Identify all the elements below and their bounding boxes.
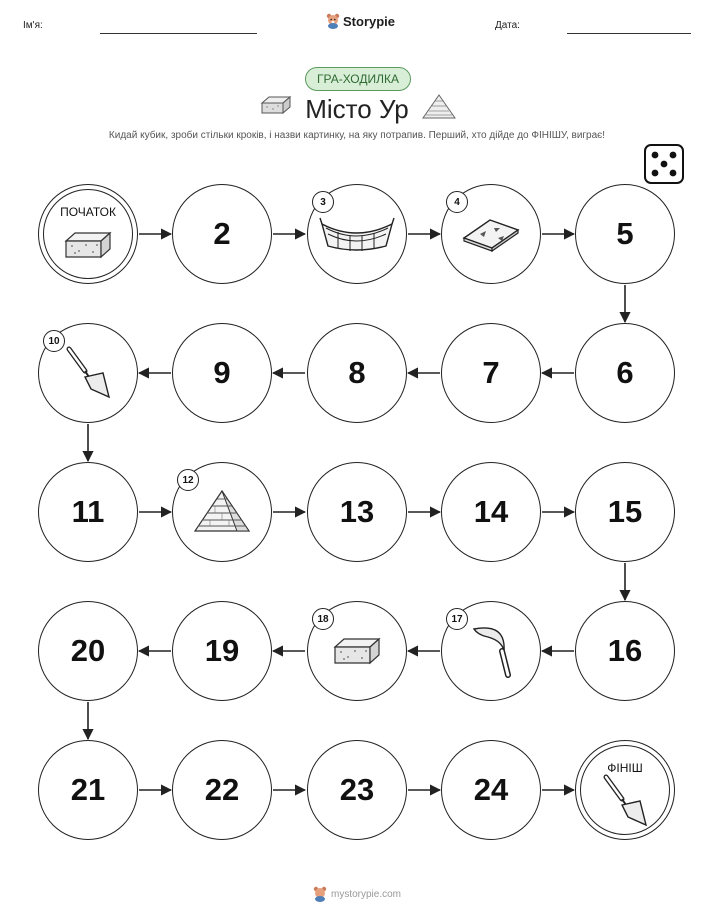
- board-cell-9: [172, 323, 272, 423]
- board-cell-19: [172, 601, 272, 701]
- cell-number: 11: [71, 494, 105, 529]
- board-cell-8: [307, 323, 407, 423]
- cell-number: 2: [213, 216, 231, 251]
- brick-icon: [332, 636, 382, 666]
- page-title: Місто Ур: [305, 94, 409, 124]
- board-cell-3: [307, 184, 407, 284]
- cell-number: 7: [482, 355, 500, 390]
- cell-label: ПОЧАТОК: [60, 205, 116, 219]
- cell-number-badge: 10: [43, 330, 65, 352]
- board-cell-22: [172, 740, 272, 840]
- board-cell-7: [441, 323, 541, 423]
- board-cell-2: [172, 184, 272, 284]
- cell-number: 6: [616, 355, 634, 390]
- trowel-icon: [63, 345, 113, 401]
- cell-number: 23: [339, 772, 375, 807]
- board-cell-11: [38, 462, 138, 562]
- cell-number: 15: [607, 494, 643, 529]
- board-cell-5: [575, 184, 675, 284]
- cell-number: 5: [616, 216, 634, 251]
- board-cell-6: [575, 323, 675, 423]
- board-cell-20: [38, 601, 138, 701]
- cell-number: 13: [339, 494, 375, 529]
- cell-number-badge: 4: [446, 191, 468, 213]
- finish-cell: [575, 740, 675, 840]
- cell-number-badge: 17: [446, 608, 468, 630]
- start-cell: [38, 184, 138, 284]
- board-cell-12: [172, 462, 272, 562]
- board-cell-17: [441, 601, 541, 701]
- name-label: Ім'я:: [23, 20, 43, 31]
- board-cell-18: [307, 601, 407, 701]
- clay-tablet-icon: [460, 216, 522, 252]
- instructions: Кидай кубик, зроби стільки кроків, і назви картинку, на яку потрапив. Перший, хто дійде до ФІНІШУ, виграє!: [108, 130, 606, 141]
- cell-number: 14: [473, 494, 509, 529]
- cell-number: 19: [204, 633, 240, 668]
- cell-number-badge: 3: [312, 191, 334, 213]
- board-cell-16: [575, 601, 675, 701]
- date-label: Дата:: [495, 20, 520, 31]
- cell-number: 21: [70, 772, 106, 807]
- board-cell-15: [575, 462, 675, 562]
- cell-label: ФІНІШ: [607, 761, 643, 775]
- cell-number: 16: [607, 633, 643, 668]
- board-cell-13: [307, 462, 407, 562]
- cell-number-badge: 18: [312, 608, 334, 630]
- board-cell-24: [441, 740, 541, 840]
- brick-icon: [63, 230, 113, 260]
- board-cell-21: [38, 740, 138, 840]
- cell-number: 20: [70, 633, 106, 668]
- bear-logo-icon: [313, 886, 327, 902]
- cell-number: 8: [348, 355, 366, 390]
- sickle-icon: [466, 621, 516, 681]
- trowel-icon: [600, 773, 650, 829]
- ziggurat-icon: [191, 489, 253, 535]
- cell-number: 9: [213, 355, 231, 390]
- cell-number-badge: 12: [177, 469, 199, 491]
- board-cell-14: [441, 462, 541, 562]
- brand-name: Storypie: [343, 13, 396, 29]
- cell-number: 24: [473, 772, 509, 807]
- board-cell-23: [307, 740, 407, 840]
- board-cell-4: [441, 184, 541, 284]
- game-type-badge: ГРА-ХОДИЛКА: [305, 67, 411, 91]
- footer: [0, 886, 714, 902]
- cell-number: 22: [204, 772, 240, 807]
- boat-icon: [318, 214, 396, 254]
- board-cell-10: [38, 323, 138, 423]
- footer-url[interactable]: mystorypie.com: [330, 888, 401, 900]
